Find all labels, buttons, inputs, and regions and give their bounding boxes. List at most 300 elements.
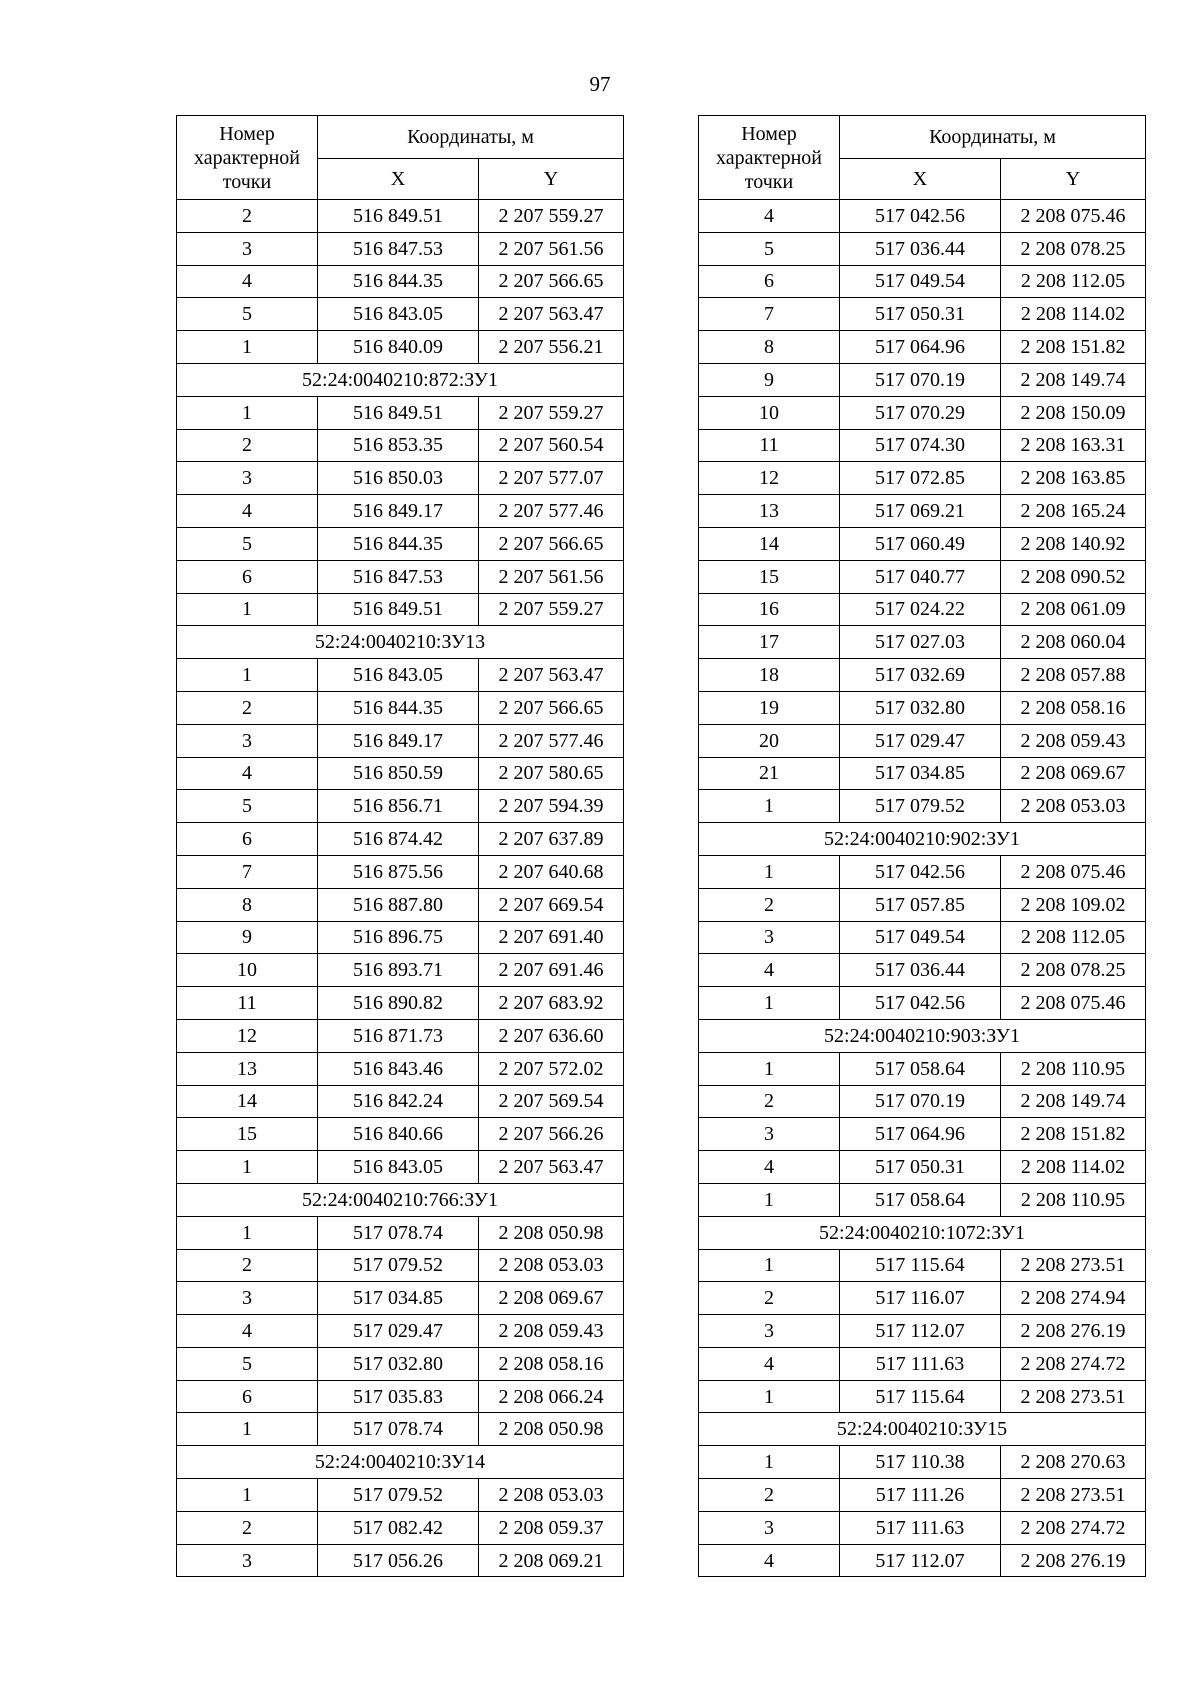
y-coordinate-cell: 2 208 075.46 xyxy=(1001,200,1146,233)
x-coordinate-cell: 517 035.83 xyxy=(318,1380,479,1413)
x-coordinate-cell: 517 034.85 xyxy=(840,757,1001,790)
point-number-cell: 18 xyxy=(699,659,840,692)
y-coordinate-cell: 2 208 274.72 xyxy=(1001,1511,1146,1544)
x-coordinate-cell: 516 849.17 xyxy=(318,724,479,757)
y-coordinate-cell: 2 207 556.21 xyxy=(479,331,624,364)
x-coordinate-cell: 517 110.38 xyxy=(840,1446,1001,1479)
y-coordinate-cell: 2 207 560.54 xyxy=(479,429,624,462)
x-coordinate-cell: 516 843.46 xyxy=(318,1052,479,1085)
y-coordinate-cell: 2 208 050.98 xyxy=(479,1216,624,1249)
y-coordinate-cell: 2 207 577.07 xyxy=(479,462,624,495)
x-coordinate-cell: 516 843.05 xyxy=(318,1151,479,1184)
point-number-cell: 5 xyxy=(699,232,840,265)
table-row xyxy=(699,1380,1146,1413)
table-row xyxy=(177,495,624,528)
parcel-id: 52:24:0040210:902:ЗУ1 xyxy=(699,823,1146,856)
table-row xyxy=(177,1315,624,1348)
y-coordinate-cell: 2 207 636.60 xyxy=(479,1019,624,1052)
y-coordinate-cell: 2 208 274.72 xyxy=(1001,1347,1146,1380)
y-coordinate-cell: 2 207 683.92 xyxy=(479,987,624,1020)
point-number-cell: 6 xyxy=(177,1380,318,1413)
table-row xyxy=(177,527,624,560)
y-coordinate-cell: 2 207 566.26 xyxy=(479,1118,624,1151)
y-coordinate-cell: 2 208 274.94 xyxy=(1001,1282,1146,1315)
y-coordinate-cell: 2 208 053.03 xyxy=(1001,790,1146,823)
table-row xyxy=(699,1479,1146,1512)
x-coordinate-cell: 517 078.74 xyxy=(318,1413,479,1446)
point-number-cell: 13 xyxy=(699,495,840,528)
point-number-cell: 2 xyxy=(699,1479,840,1512)
table-row xyxy=(177,396,624,429)
x-coordinate-cell: 517 042.56 xyxy=(840,200,1001,233)
table-row xyxy=(177,855,624,888)
table-row xyxy=(177,232,624,265)
y-coordinate-cell: 2 208 150.09 xyxy=(1001,396,1146,429)
point-number-header: Номер характерной точки xyxy=(699,116,840,200)
table-row xyxy=(177,724,624,757)
x-coordinate-cell: 517 079.52 xyxy=(840,790,1001,823)
point-number-cell: 1 xyxy=(177,1216,318,1249)
y-coordinate-cell: 2 207 561.56 xyxy=(479,232,624,265)
y-coordinate-cell: 2 208 050.98 xyxy=(479,1413,624,1446)
point-number-cell: 2 xyxy=(177,1249,318,1282)
x-coordinate-cell: 517 049.54 xyxy=(840,265,1001,298)
point-number-cell: 6 xyxy=(699,265,840,298)
table-row xyxy=(699,560,1146,593)
x-coordinate-cell: 517 070.29 xyxy=(840,396,1001,429)
y-coordinate-cell: 2 208 053.03 xyxy=(479,1479,624,1512)
y-coordinate-cell: 2 208 270.63 xyxy=(1001,1446,1146,1479)
x-coordinate-cell: 516 850.03 xyxy=(318,462,479,495)
table-row xyxy=(177,429,624,462)
y-coordinate-cell: 2 208 090.52 xyxy=(1001,560,1146,593)
table-row xyxy=(177,593,624,626)
x-coordinate-cell: 516 844.35 xyxy=(318,265,479,298)
point-number-cell: 1 xyxy=(699,1380,840,1413)
section-row xyxy=(177,363,624,396)
y-coordinate-cell: 2 207 559.27 xyxy=(479,593,624,626)
table-body xyxy=(177,200,624,1577)
point-number-cell: 2 xyxy=(177,429,318,462)
table-row xyxy=(177,1544,624,1577)
x-coordinate-cell: 517 078.74 xyxy=(318,1216,479,1249)
y-coordinate-cell: 2 208 069.21 xyxy=(479,1544,624,1577)
point-number-cell: 9 xyxy=(699,363,840,396)
point-number-cell: 5 xyxy=(177,1347,318,1380)
table-row xyxy=(699,855,1146,888)
point-number-cell: 3 xyxy=(699,1511,840,1544)
x-coordinate-cell: 516 843.05 xyxy=(318,659,479,692)
x-header: X xyxy=(318,159,479,200)
point-number-cell: 1 xyxy=(177,1413,318,1446)
point-number-cell: 4 xyxy=(699,1151,840,1184)
y-coordinate-cell: 2 208 273.51 xyxy=(1001,1479,1146,1512)
x-coordinate-cell: 517 058.64 xyxy=(840,1052,1001,1085)
y-coordinate-cell: 2 207 637.89 xyxy=(479,823,624,856)
y-coordinate-cell: 2 207 563.47 xyxy=(479,1151,624,1184)
y-coordinate-cell: 2 207 566.65 xyxy=(479,527,624,560)
y-coordinate-cell: 2 207 566.65 xyxy=(479,265,624,298)
table-row xyxy=(699,1544,1146,1577)
y-coordinate-cell: 2 208 066.24 xyxy=(479,1380,624,1413)
table-row xyxy=(699,757,1146,790)
x-coordinate-cell: 517 058.64 xyxy=(840,1183,1001,1216)
point-number-header: Номер характерной точки xyxy=(177,116,318,200)
table-row xyxy=(177,1511,624,1544)
x-coordinate-cell: 517 036.44 xyxy=(840,232,1001,265)
x-coordinate-cell: 517 029.47 xyxy=(318,1315,479,1348)
table-row xyxy=(699,888,1146,921)
point-number-cell: 3 xyxy=(699,1118,840,1151)
x-coordinate-cell: 517 056.26 xyxy=(318,1544,479,1577)
point-number-cell: 20 xyxy=(699,724,840,757)
point-number-cell: 1 xyxy=(699,790,840,823)
y-coordinate-cell: 2 208 276.19 xyxy=(1001,1315,1146,1348)
y-coordinate-cell: 2 207 594.39 xyxy=(479,790,624,823)
point-number-cell: 11 xyxy=(177,987,318,1020)
y-coordinate-cell: 2 207 691.46 xyxy=(479,954,624,987)
y-coordinate-cell: 2 208 060.04 xyxy=(1001,626,1146,659)
point-number-cell: 3 xyxy=(699,921,840,954)
table-row xyxy=(699,1151,1146,1184)
coordinates-table-right xyxy=(698,115,1146,1577)
x-coordinate-cell: 517 079.52 xyxy=(318,1479,479,1512)
table-row xyxy=(177,1413,624,1446)
table-row xyxy=(699,1183,1146,1216)
point-number-cell: 3 xyxy=(177,724,318,757)
table-row xyxy=(177,1479,624,1512)
table-row xyxy=(699,1282,1146,1315)
table-row xyxy=(699,331,1146,364)
y-coordinate-cell: 2 208 151.82 xyxy=(1001,1118,1146,1151)
x-coordinate-cell: 517 079.52 xyxy=(318,1249,479,1282)
y-coordinate-cell: 2 208 110.95 xyxy=(1001,1183,1146,1216)
section-row xyxy=(177,1446,624,1479)
point-number-cell: 1 xyxy=(699,855,840,888)
table-row xyxy=(699,396,1146,429)
y-coordinate-cell: 2 208 151.82 xyxy=(1001,331,1146,364)
x-coordinate-cell: 516 844.35 xyxy=(318,691,479,724)
section-row xyxy=(699,1216,1146,1249)
table-row xyxy=(177,1249,624,1282)
x-coordinate-cell: 517 111.63 xyxy=(840,1347,1001,1380)
x-coordinate-cell: 516 896.75 xyxy=(318,921,479,954)
point-number-cell: 5 xyxy=(177,298,318,331)
y-coordinate-cell: 2 208 057.88 xyxy=(1001,659,1146,692)
point-number-cell: 13 xyxy=(177,1052,318,1085)
table-row xyxy=(699,626,1146,659)
table-row xyxy=(699,790,1146,823)
point-number-cell: 1 xyxy=(177,396,318,429)
y-coordinate-cell: 2 208 112.05 xyxy=(1001,921,1146,954)
table-row xyxy=(699,724,1146,757)
coordinates-header: Координаты, м xyxy=(840,116,1146,159)
table-row xyxy=(699,265,1146,298)
x-coordinate-cell: 516 856.71 xyxy=(318,790,479,823)
y-coordinate-cell: 2 208 058.16 xyxy=(1001,691,1146,724)
point-number-cell: 15 xyxy=(177,1118,318,1151)
x-coordinate-cell: 516 840.09 xyxy=(318,331,479,364)
table-row xyxy=(699,1118,1146,1151)
table-row xyxy=(177,921,624,954)
x-coordinate-cell: 516 840.66 xyxy=(318,1118,479,1151)
x-coordinate-cell: 516 849.51 xyxy=(318,593,479,626)
table-row xyxy=(699,200,1146,233)
y-coordinate-cell: 2 208 276.19 xyxy=(1001,1544,1146,1577)
x-coordinate-cell: 517 036.44 xyxy=(840,954,1001,987)
point-number-cell: 8 xyxy=(699,331,840,364)
point-number-cell: 4 xyxy=(699,1347,840,1380)
y-coordinate-cell: 2 207 566.65 xyxy=(479,691,624,724)
point-number-cell: 21 xyxy=(699,757,840,790)
x-coordinate-cell: 517 024.22 xyxy=(840,593,1001,626)
table-row xyxy=(177,691,624,724)
table-row xyxy=(699,921,1146,954)
point-number-cell: 1 xyxy=(177,1479,318,1512)
table-row xyxy=(177,1151,624,1184)
y-coordinate-cell: 2 208 069.67 xyxy=(479,1282,624,1315)
table-row xyxy=(177,1282,624,1315)
point-number-cell: 2 xyxy=(177,1511,318,1544)
x-coordinate-cell: 517 042.56 xyxy=(840,987,1001,1020)
point-number-cell: 12 xyxy=(699,462,840,495)
table-row xyxy=(177,1019,624,1052)
y-coordinate-cell: 2 207 569.54 xyxy=(479,1085,624,1118)
section-row xyxy=(699,1413,1146,1446)
table-row xyxy=(699,691,1146,724)
x-coordinate-cell: 517 111.26 xyxy=(840,1479,1001,1512)
y-coordinate-cell: 2 208 109.02 xyxy=(1001,888,1146,921)
x-coordinate-cell: 517 057.85 xyxy=(840,888,1001,921)
point-number-cell: 1 xyxy=(177,1151,318,1184)
table-row xyxy=(699,363,1146,396)
x-coordinate-cell: 516 874.42 xyxy=(318,823,479,856)
point-number-cell: 1 xyxy=(699,1183,840,1216)
y-coordinate-cell: 2 208 075.46 xyxy=(1001,987,1146,1020)
parcel-id: 52:24:0040210:872:ЗУ1 xyxy=(177,363,624,396)
y-coordinate-cell: 2 208 114.02 xyxy=(1001,1151,1146,1184)
point-number-cell: 2 xyxy=(699,1282,840,1315)
y-coordinate-cell: 2 208 059.37 xyxy=(479,1511,624,1544)
y-coordinate-cell: 2 207 691.40 xyxy=(479,921,624,954)
x-coordinate-cell: 516 849.17 xyxy=(318,495,479,528)
x-coordinate-cell: 517 032.80 xyxy=(318,1347,479,1380)
parcel-id: 52:24:0040210:766:ЗУ1 xyxy=(177,1183,624,1216)
table-row xyxy=(699,659,1146,692)
point-number-cell: 3 xyxy=(177,1282,318,1315)
table-row xyxy=(177,462,624,495)
x-coordinate-cell: 517 050.31 xyxy=(840,1151,1001,1184)
y-coordinate-cell: 2 207 577.46 xyxy=(479,724,624,757)
point-number-cell: 11 xyxy=(699,429,840,462)
point-number-cell: 12 xyxy=(177,1019,318,1052)
x-coordinate-cell: 517 116.07 xyxy=(840,1282,1001,1315)
point-number-cell: 1 xyxy=(177,593,318,626)
table-row xyxy=(177,1118,624,1151)
y-header: Y xyxy=(1001,159,1146,200)
table-row xyxy=(699,593,1146,626)
y-coordinate-cell: 2 208 163.31 xyxy=(1001,429,1146,462)
y-coordinate-cell: 2 207 561.56 xyxy=(479,560,624,593)
point-number-cell: 14 xyxy=(177,1085,318,1118)
table-row xyxy=(177,200,624,233)
y-coordinate-cell: 2 208 059.43 xyxy=(1001,724,1146,757)
table-body xyxy=(699,200,1146,1577)
x-coordinate-cell: 517 040.77 xyxy=(840,560,1001,593)
y-coordinate-cell: 2 208 061.09 xyxy=(1001,593,1146,626)
table-row xyxy=(177,987,624,1020)
point-number-cell: 2 xyxy=(177,200,318,233)
y-coordinate-cell: 2 208 058.16 xyxy=(479,1347,624,1380)
y-coordinate-cell: 2 207 563.47 xyxy=(479,659,624,692)
table-row xyxy=(177,1216,624,1249)
table-row xyxy=(699,1446,1146,1479)
point-number-cell: 1 xyxy=(177,659,318,692)
point-number-cell: 1 xyxy=(699,1446,840,1479)
y-coordinate-cell: 2 208 075.46 xyxy=(1001,855,1146,888)
table-row xyxy=(699,987,1146,1020)
table-row xyxy=(699,954,1146,987)
parcel-id: 52:24:0040210:903:ЗУ1 xyxy=(699,1019,1146,1052)
table-row xyxy=(699,1052,1146,1085)
x-header: X xyxy=(840,159,1001,200)
x-coordinate-cell: 516 850.59 xyxy=(318,757,479,790)
x-coordinate-cell: 517 032.69 xyxy=(840,659,1001,692)
y-coordinate-cell: 2 208 114.02 xyxy=(1001,298,1146,331)
x-coordinate-cell: 517 112.07 xyxy=(840,1544,1001,1577)
table-row xyxy=(699,1085,1146,1118)
parcel-id: 52:24:0040210:ЗУ13 xyxy=(177,626,624,659)
y-coordinate-cell: 2 207 572.02 xyxy=(479,1052,624,1085)
point-number-cell: 3 xyxy=(177,1544,318,1577)
x-coordinate-cell: 517 042.56 xyxy=(840,855,1001,888)
y-coordinate-cell: 2 208 273.51 xyxy=(1001,1249,1146,1282)
x-coordinate-cell: 516 847.53 xyxy=(318,560,479,593)
point-number-cell: 19 xyxy=(699,691,840,724)
point-number-cell: 7 xyxy=(177,855,318,888)
y-coordinate-cell: 2 208 078.25 xyxy=(1001,232,1146,265)
table-row xyxy=(177,888,624,921)
table-row xyxy=(699,462,1146,495)
x-coordinate-cell: 516 849.51 xyxy=(318,200,479,233)
x-coordinate-cell: 516 875.56 xyxy=(318,855,479,888)
point-number-cell: 5 xyxy=(177,527,318,560)
table-row xyxy=(699,1347,1146,1380)
x-coordinate-cell: 517 111.63 xyxy=(840,1511,1001,1544)
x-coordinate-cell: 516 847.53 xyxy=(318,232,479,265)
point-number-cell: 1 xyxy=(177,331,318,364)
coordinates-header: Координаты, м xyxy=(318,116,624,159)
table-row xyxy=(177,823,624,856)
x-coordinate-cell: 517 074.30 xyxy=(840,429,1001,462)
x-coordinate-cell: 516 887.80 xyxy=(318,888,479,921)
point-number-cell: 17 xyxy=(699,626,840,659)
point-number-cell: 7 xyxy=(699,298,840,331)
y-coordinate-cell: 2 208 149.74 xyxy=(1001,1085,1146,1118)
y-coordinate-cell: 2 208 078.25 xyxy=(1001,954,1146,987)
x-coordinate-cell: 516 844.35 xyxy=(318,527,479,560)
y-coordinate-cell: 2 208 112.05 xyxy=(1001,265,1146,298)
point-number-cell: 3 xyxy=(177,462,318,495)
x-coordinate-cell: 517 115.64 xyxy=(840,1380,1001,1413)
x-coordinate-cell: 516 890.82 xyxy=(318,987,479,1020)
x-coordinate-cell: 517 027.03 xyxy=(840,626,1001,659)
point-number-cell: 2 xyxy=(699,888,840,921)
x-coordinate-cell: 517 070.19 xyxy=(840,363,1001,396)
table-row xyxy=(699,1511,1146,1544)
table-row xyxy=(699,429,1146,462)
y-coordinate-cell: 2 208 140.92 xyxy=(1001,527,1146,560)
point-number-cell: 4 xyxy=(699,954,840,987)
x-coordinate-cell: 517 069.21 xyxy=(840,495,1001,528)
x-coordinate-cell: 517 064.96 xyxy=(840,331,1001,364)
point-number-cell: 1 xyxy=(699,1249,840,1282)
table-row xyxy=(177,331,624,364)
table-row xyxy=(177,265,624,298)
table-row xyxy=(177,1052,624,1085)
y-coordinate-cell: 2 207 577.46 xyxy=(479,495,624,528)
parcel-id: 52:24:0040210:ЗУ14 xyxy=(177,1446,624,1479)
y-coordinate-cell: 2 207 563.47 xyxy=(479,298,624,331)
table-row xyxy=(177,298,624,331)
table-row xyxy=(699,232,1146,265)
point-number-cell: 3 xyxy=(699,1315,840,1348)
table-row xyxy=(699,298,1146,331)
y-coordinate-cell: 2 208 069.67 xyxy=(1001,757,1146,790)
section-row xyxy=(177,626,624,659)
parcel-id: 52:24:0040210:1072:ЗУ1 xyxy=(699,1216,1146,1249)
point-number-cell: 15 xyxy=(699,560,840,593)
point-number-cell: 9 xyxy=(177,921,318,954)
y-header: Y xyxy=(479,159,624,200)
x-coordinate-cell: 516 871.73 xyxy=(318,1019,479,1052)
x-coordinate-cell: 517 082.42 xyxy=(318,1511,479,1544)
point-number-cell: 4 xyxy=(699,200,840,233)
table-row xyxy=(177,659,624,692)
point-number-cell: 8 xyxy=(177,888,318,921)
x-coordinate-cell: 516 853.35 xyxy=(318,429,479,462)
x-coordinate-cell: 516 842.24 xyxy=(318,1085,479,1118)
point-number-cell: 14 xyxy=(699,527,840,560)
x-coordinate-cell: 517 032.80 xyxy=(840,691,1001,724)
x-coordinate-cell: 517 064.96 xyxy=(840,1118,1001,1151)
table-row xyxy=(177,954,624,987)
x-coordinate-cell: 516 849.51 xyxy=(318,396,479,429)
section-row xyxy=(699,1019,1146,1052)
section-row xyxy=(699,823,1146,856)
table-row xyxy=(177,1085,624,1118)
table-row xyxy=(177,560,624,593)
point-number-cell: 4 xyxy=(699,1544,840,1577)
table-row xyxy=(177,1380,624,1413)
point-number-cell: 5 xyxy=(177,790,318,823)
point-number-cell: 2 xyxy=(699,1085,840,1118)
x-coordinate-cell: 517 070.19 xyxy=(840,1085,1001,1118)
table-row xyxy=(699,527,1146,560)
point-number-cell: 6 xyxy=(177,560,318,593)
y-coordinate-cell: 2 208 163.85 xyxy=(1001,462,1146,495)
x-coordinate-cell: 517 049.54 xyxy=(840,921,1001,954)
point-number-cell: 1 xyxy=(699,987,840,1020)
x-coordinate-cell: 517 034.85 xyxy=(318,1282,479,1315)
y-coordinate-cell: 2 208 110.95 xyxy=(1001,1052,1146,1085)
point-number-cell: 6 xyxy=(177,823,318,856)
table-row xyxy=(699,495,1146,528)
y-coordinate-cell: 2 208 149.74 xyxy=(1001,363,1146,396)
y-coordinate-cell: 2 207 580.65 xyxy=(479,757,624,790)
point-number-cell: 10 xyxy=(177,954,318,987)
parcel-id: 52:24:0040210:ЗУ15 xyxy=(699,1413,1146,1446)
